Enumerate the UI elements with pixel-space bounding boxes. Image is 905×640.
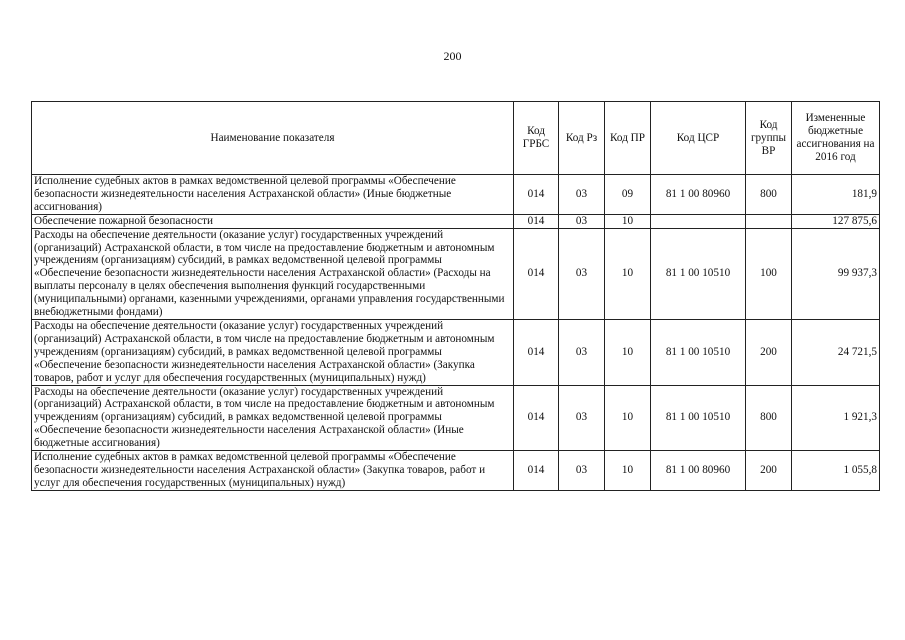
row-rz: 03 bbox=[559, 451, 605, 491]
row-csr: 81 1 00 10510 bbox=[651, 319, 746, 385]
row-name: Исполнение судебных актов в рамках ведомственной целевой программы «Обеспечение безопасности жизнедеятельности населения Астраханской области» (Закупка товаров, работ и услуг для обеспечения государственных (муниципальных) нужд) bbox=[32, 451, 514, 491]
row-grbs: 014 bbox=[514, 175, 559, 215]
header-rz: Код Рз bbox=[559, 102, 605, 175]
row-name: Расходы на обеспечение деятельности (оказание услуг) государственных учреждений (организаций) Астраханской области, в том числе на предоставление бюджетным и автономным учреждениям (организациям) субсидий, в рамках ведомственной целевой программы «Обеспечение безопасности жизнедеятельности населения Астраханской области» (Расходы на выплаты персоналу в целях обеспечения выполнения функций государственными (муниципальными) органами, казенными учреждениями, органами управления государственными внебюджетными фондами) bbox=[32, 228, 514, 319]
table-row bbox=[32, 214, 880, 228]
row-rz: 03 bbox=[559, 228, 605, 319]
page-number: 200 bbox=[443, 49, 462, 63]
row-pr: 10 bbox=[605, 214, 651, 228]
row-vr: 100 bbox=[746, 228, 792, 319]
table-row bbox=[32, 228, 880, 319]
table-row bbox=[32, 385, 880, 451]
row-name: Исполнение судебных актов в рамках ведомственной целевой программы «Обеспечение безопасности жизнедеятельности населения Астраханской области» (Иные бюджетные ассигнования) bbox=[32, 175, 514, 215]
row-pr: 10 bbox=[605, 228, 651, 319]
row-amount: 24 721,5 bbox=[792, 319, 880, 385]
row-pr: 10 bbox=[605, 385, 651, 451]
row-amount: 99 937,3 bbox=[792, 228, 880, 319]
row-csr: 81 1 00 10510 bbox=[651, 228, 746, 319]
row-rz: 03 bbox=[559, 385, 605, 451]
row-pr: 09 bbox=[605, 175, 651, 215]
budget-table bbox=[31, 101, 880, 491]
table-row bbox=[32, 175, 880, 215]
row-pr: 10 bbox=[605, 451, 651, 491]
row-amount: 127 875,6 bbox=[792, 214, 880, 228]
row-grbs: 014 bbox=[514, 385, 559, 451]
row-vr bbox=[746, 214, 792, 228]
row-csr: 81 1 00 80960 bbox=[651, 175, 746, 215]
row-rz: 03 bbox=[559, 319, 605, 385]
table-row bbox=[32, 451, 880, 491]
row-grbs: 014 bbox=[514, 451, 559, 491]
row-grbs: 014 bbox=[514, 228, 559, 319]
row-csr bbox=[651, 214, 746, 228]
header-amount: Измененные бюджетные ассигнования на 2016 год bbox=[792, 102, 880, 175]
row-name: Расходы на обеспечение деятельности (оказание услуг) государственных учреждений (организаций) Астраханской области, в том числе на предоставление бюджетным и автономным учреждениям (организациям) субсидий, в рамках ведомственной целевой программы «Обеспечение безопасности жизнедеятельности населения Астраханской области» (Иные бюджетные ассигнования) bbox=[32, 385, 514, 451]
row-vr: 800 bbox=[746, 175, 792, 215]
table-row bbox=[32, 319, 880, 385]
header-grbs: Код ГРБС bbox=[514, 102, 559, 175]
row-vr: 200 bbox=[746, 451, 792, 491]
row-grbs: 014 bbox=[514, 319, 559, 385]
row-amount: 1 055,8 bbox=[792, 451, 880, 491]
row-vr: 200 bbox=[746, 319, 792, 385]
header-name: Наименование показателя bbox=[32, 102, 514, 175]
row-name: Обеспечение пожарной безопасности bbox=[32, 214, 514, 228]
row-grbs: 014 bbox=[514, 214, 559, 228]
row-amount: 1 921,3 bbox=[792, 385, 880, 451]
row-pr: 10 bbox=[605, 319, 651, 385]
row-name: Расходы на обеспечение деятельности (оказание услуг) государственных учреждений (организаций) Астраханской области, в том числе на предоставление бюджетным и автономным учреждениям (организациям) субсидий, в рамках ведомственной целевой программы «Обеспечение безопасности жизнедеятельности населения Астраханской области» (Закупка товаров, работ и услуг для обеспечения государственных (муниципальных) нужд) bbox=[32, 319, 514, 385]
row-csr: 81 1 00 10510 bbox=[651, 385, 746, 451]
row-csr: 81 1 00 80960 bbox=[651, 451, 746, 491]
header-csr: Код ЦСР bbox=[651, 102, 746, 175]
header-vr: Код группы ВР bbox=[746, 102, 792, 175]
table-header-row bbox=[32, 102, 880, 175]
header-pr: Код ПР bbox=[605, 102, 651, 175]
row-amount: 181,9 bbox=[792, 175, 880, 215]
row-vr: 800 bbox=[746, 385, 792, 451]
row-rz: 03 bbox=[559, 175, 605, 215]
row-rz: 03 bbox=[559, 214, 605, 228]
